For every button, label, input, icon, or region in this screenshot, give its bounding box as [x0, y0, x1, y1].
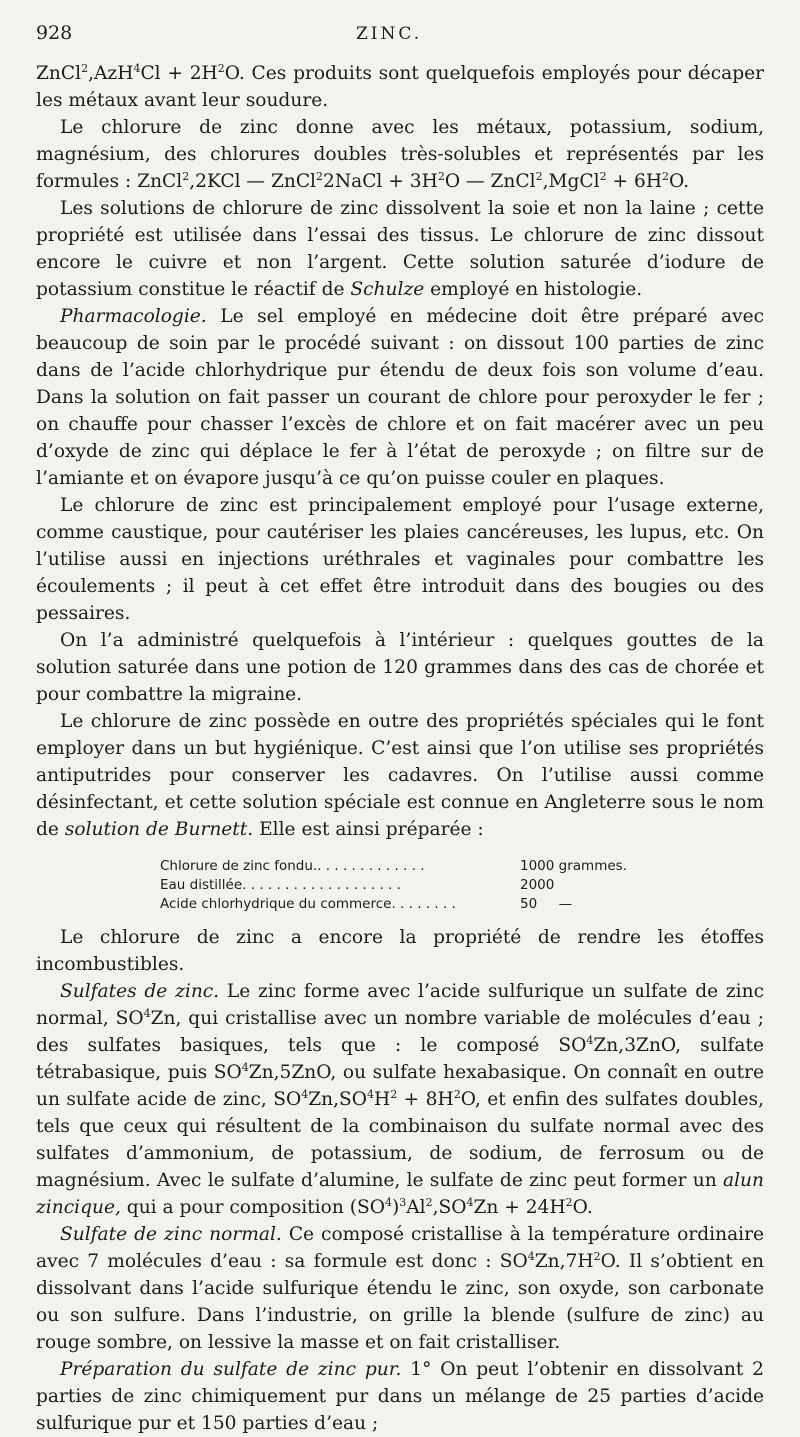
text-run: Zn, qui cristallise avec un nombre variable de molécules d’eau ; des sulfates basiques, tels que : le composé SO: [36, 1008, 764, 1056]
paragraph: [36, 492, 764, 627]
text-run: ,MgCl: [542, 171, 600, 192]
text-run: Le sel employé en médecine doit être préparé avec beaucoup de soin par le procédé suivant : on dissout 100 parties de zinc dans de l’acide chlorhydrique pur étendu de deux fois son volume d’eau. Dans la solution on fait passer un courant de chlore pour peroxyder le fer ; on chauffe pour chasser l’excès de chlore et on fait macérer avec un peu d’oxyde de zinc qui déplace le fer à l’état de peroxyde ; on filtre sur de l’amiante et on évapore jusqu’à ce qu’on puisse couler en plaques.: [36, 306, 764, 489]
superscript: 2: [599, 169, 607, 183]
text-run: Zn,3ZnO, sulfate tétrabasique, puis SO: [36, 1035, 764, 1083]
text-run: Zn,5ZnO, ou sulfate hexabasique. On connaît en outre un sulfate acide de zinc, SO: [36, 1062, 765, 1110]
superscript: 4: [143, 1006, 151, 1020]
recipe-quantity: 2000: [520, 877, 555, 893]
superscript: 4: [466, 1195, 474, 1209]
superscript: 4: [301, 1087, 309, 1101]
superscript: 4: [241, 1060, 249, 1074]
recipe-row: [160, 876, 630, 895]
paragraph: [36, 195, 764, 303]
recipe-ingredient: Chlorure de zinc fondu.. . . . . . . . . . . . .: [160, 858, 425, 874]
text-run: O.: [669, 171, 690, 192]
text-run: O. Il s’obtient en dissolvant dans l’acide sulfurique étendu le zinc, son oxyde, son carbonate ou son sulfure. Dans l’industrie, on grille la blende (sulfure de zinc) au rouge sombre, on lessive la masse et on fait cristalliser.: [36, 1251, 764, 1353]
text-run: ): [391, 1197, 400, 1218]
text-run: On l’a administré quelquefois à l’intérieur : quelques gouttes de la solution saturée dans une potion de 120 grammes dans des cas de chorée et pour combattre la migraine.: [36, 630, 764, 705]
superscript: 2: [390, 1087, 398, 1101]
text-run: Les solutions de chlorure de zinc dissolvent la soie et non la laine ; cette propriété est utilisée dans l’essai des tissus. Le chlorure de zinc dissout encore le cuivre et non l’argent. Cette solution saturée d’iodure de potassium constitue le réactif de: [36, 198, 764, 300]
recipe-ingredient: Eau distillée. . . . . . . . . . . . . . . . . . .: [160, 877, 401, 893]
text-run: + 6H: [606, 171, 663, 192]
text-run: ,AzH: [88, 63, 134, 84]
superscript: 4: [384, 1195, 392, 1209]
text-run: Al: [406, 1197, 426, 1218]
recipe-table: [160, 857, 630, 914]
text-run: Le chlorure de zinc possède en outre des propriétés spéciales qui le font employer dans un but hygiénique. C’est ainsi que l’on utilise ses propriétés antiputrides pour conserver les cadavres. On l’utilise aussi comme désinfectant, et cette solution spéciale est connue en Angleterre sous le nom de: [36, 711, 764, 840]
text-run: Elle est ainsi préparée :: [253, 819, 484, 840]
superscript: 4: [367, 1087, 375, 1101]
recipe-quantity: 1000 grammes.: [520, 858, 627, 874]
italic-text: Pharmacologie.: [60, 306, 207, 327]
paragraph-sulfate-normal: [36, 1221, 764, 1356]
text-run: Le chlorure de zinc a encore la propriété de rendre les étoffes incombustibles.: [36, 927, 764, 975]
italic-text: alun zincique,: [36, 1170, 764, 1218]
text-run: O, et enfin des sulfates doubles, tels que ceux qui résultent de la combinaison du sulfate normal avec des sulfates d’ammonium, de potassium, de sodium, de ferrosum ou de magnésium. Avec le sulfate d’alumine, le sulfate de zinc peut former un: [36, 1089, 764, 1191]
text-run: Le zinc forme avec l’acide sulfurique un sulfate de zinc normal, SO: [36, 981, 764, 1029]
italic-text: Sulfate de zinc normal.: [60, 1224, 282, 1245]
text-run: H: [374, 1089, 391, 1110]
text-run: employé en histologie.: [424, 279, 643, 300]
italic-text: solution de Burnett.: [64, 819, 254, 840]
italic-text: Préparation du sulfate de zinc pur.: [60, 1359, 402, 1380]
superscript: 2: [593, 1249, 601, 1263]
paragraph: [36, 627, 764, 708]
paragraph: [36, 60, 764, 114]
text-run: ZnCl: [36, 63, 82, 84]
italic-text: Sulfates de zinc.: [60, 981, 220, 1002]
superscript: 2: [535, 169, 543, 183]
superscript: 2: [453, 1087, 461, 1101]
superscript: 2: [217, 61, 225, 75]
text-run: O — ZnCl: [444, 171, 536, 192]
paragraph-sulfates: [36, 978, 764, 1221]
text-run: O. Ces produits sont quelquefois employés pour décaper les métaux avant leur soudure.: [36, 63, 764, 111]
superscript: 2: [425, 1195, 433, 1209]
running-title: ZINC.: [356, 24, 423, 44]
text-run: 1° On peut l’obtenir en dissolvant 2 parties de zinc chimiquement pur dans un mélange de 25 parties d’acide sulfurique pur et 150 parties d’eau ;: [36, 1359, 764, 1434]
paragraph-preparation: [36, 1356, 764, 1437]
text-run: Le chlorure de zinc est principalement employé pour l’usage externe, comme caustique, pour cautériser les plaies cancéreuses, les lupus, etc. On l’utilise aussi en injections uréthrales et vaginales pour combattre les écoulements ; il peut à cet effet être introduit dans des bougies ou des pessaires.: [36, 495, 764, 624]
superscript: 4: [586, 1033, 594, 1047]
recipe-quantity: 50 —: [520, 896, 573, 912]
text-run: ,SO: [432, 1197, 467, 1218]
text-run: Zn + 24H: [473, 1197, 566, 1218]
text-run: 2NaCl + 3H: [323, 171, 438, 192]
superscript: 4: [133, 61, 141, 75]
text-run: Le chlorure de zinc donne avec les métaux, potassium, sodium, magnésium, des chlorures doubles très-solubles et représentés par les formules : ZnCl: [36, 117, 764, 192]
text-run: Zn,7H: [534, 1251, 594, 1272]
superscript: 2: [662, 169, 670, 183]
superscript: 2: [182, 169, 190, 183]
text-run: Cl + 2H: [140, 63, 218, 84]
superscript: 3: [399, 1195, 407, 1209]
paragraph: [36, 924, 764, 978]
text-run: qui a pour composition (SO: [120, 1197, 385, 1218]
paragraph: [36, 114, 764, 195]
text-run: ,2KCl — ZnCl: [189, 171, 317, 192]
running-head: [36, 22, 764, 52]
recipe-row: [160, 857, 630, 876]
text-run: Zn,SO: [308, 1089, 368, 1110]
paragraph-pharmacologie: [36, 303, 764, 492]
superscript: 2: [81, 61, 89, 75]
recipe-ingredient: Acide chlorhydrique du commerce. . . . . . . .: [160, 896, 456, 912]
superscript: 2: [437, 169, 445, 183]
recipe-row: [160, 895, 630, 914]
page-number: 928: [36, 22, 73, 44]
superscript: 2: [565, 1195, 573, 1209]
text-run: Ce composé cristallise à la température ordinaire avec 7 molécules d’eau : sa formule est donc : SO: [36, 1224, 764, 1272]
paragraph: [36, 708, 764, 843]
superscript: 2: [316, 169, 324, 183]
superscript: 4: [527, 1249, 535, 1263]
italic-text: Schulze: [350, 279, 425, 300]
text-run: + 8H: [397, 1089, 454, 1110]
body-text: [36, 60, 764, 1437]
text-run: O.: [572, 1197, 593, 1218]
